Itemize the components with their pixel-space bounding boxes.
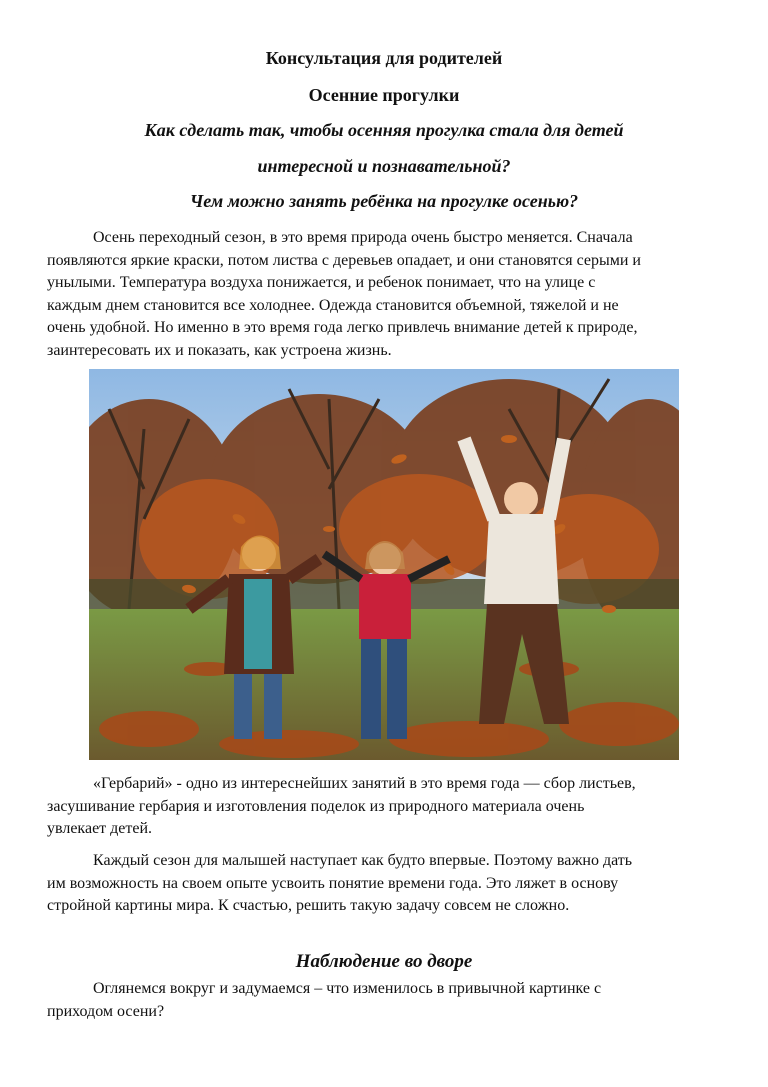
- question-line-1: Как сделать так, чтобы осенняя прогулка стала для детей: [144, 120, 624, 140]
- question-2: Чем можно занять ребёнка на прогулке осенью?: [189, 191, 579, 211]
- document-heading: Консультация для родителей: [265, 48, 503, 68]
- paragraph-2-line: засушивание гербария и изготовления поделок из природного материала очень: [47, 797, 585, 815]
- paragraph-1-line: Осень переходный сезон, в это время природа очень быстро меняется. Сначала: [93, 229, 633, 246]
- section-heading: Наблюдение во дворе: [295, 951, 473, 972]
- question-line-2: интересной и познавательной?: [257, 156, 511, 176]
- paragraph-2-line: «Гербарий» - одно из интереснейших занятий в это время года — сбор листьев,: [93, 775, 636, 792]
- paragraph-2: [47, 773, 723, 841]
- paragraph-3-line: Каждый сезон для малышей наступает как будто впервые. Поэтому важно дать: [93, 852, 633, 869]
- paragraph-2-line: увлекает детей.: [47, 820, 153, 837]
- document-title: Осенние прогулки: [308, 85, 460, 105]
- paragraph-4-line: Оглянемся вокруг и задумаемся – что изменилось в привычной картинке с: [93, 980, 602, 997]
- paragraph-1-line: появляются яркие краски, потом листва с деревьев опадает, и они становятся серыми и: [47, 251, 641, 269]
- paragraph-1-line: очень удобной. Но именно в это время года легко привлечь внимание детей к природе,: [47, 319, 638, 336]
- paragraph-3-line: им возможность на своем опыте усвоить понятие времени года. Это ляжет в основу: [47, 874, 619, 892]
- photo-illustration: [89, 369, 679, 760]
- paragraph-4: [47, 978, 723, 1023]
- paragraph-1-line: каждым днем становится все холоднее. Одежда становится объемной, тяжелой и не: [47, 296, 619, 314]
- autumn-children-photo: [89, 369, 679, 760]
- paragraph-1-line: заинтересовать их и показать, как устроена жизнь.: [47, 341, 392, 359]
- paragraph-1-line: унылыми. Температура воздуха понижается, и ребенок понимает, что на улице с: [47, 274, 596, 291]
- paragraph-3-line: стройной картины мира. К счастью, решить такую задачу совсем не сложно.: [47, 897, 570, 914]
- paragraph-4-line: приходом осени?: [47, 1002, 165, 1020]
- paragraph-1: [47, 227, 723, 362]
- paragraph-3: [47, 850, 723, 918]
